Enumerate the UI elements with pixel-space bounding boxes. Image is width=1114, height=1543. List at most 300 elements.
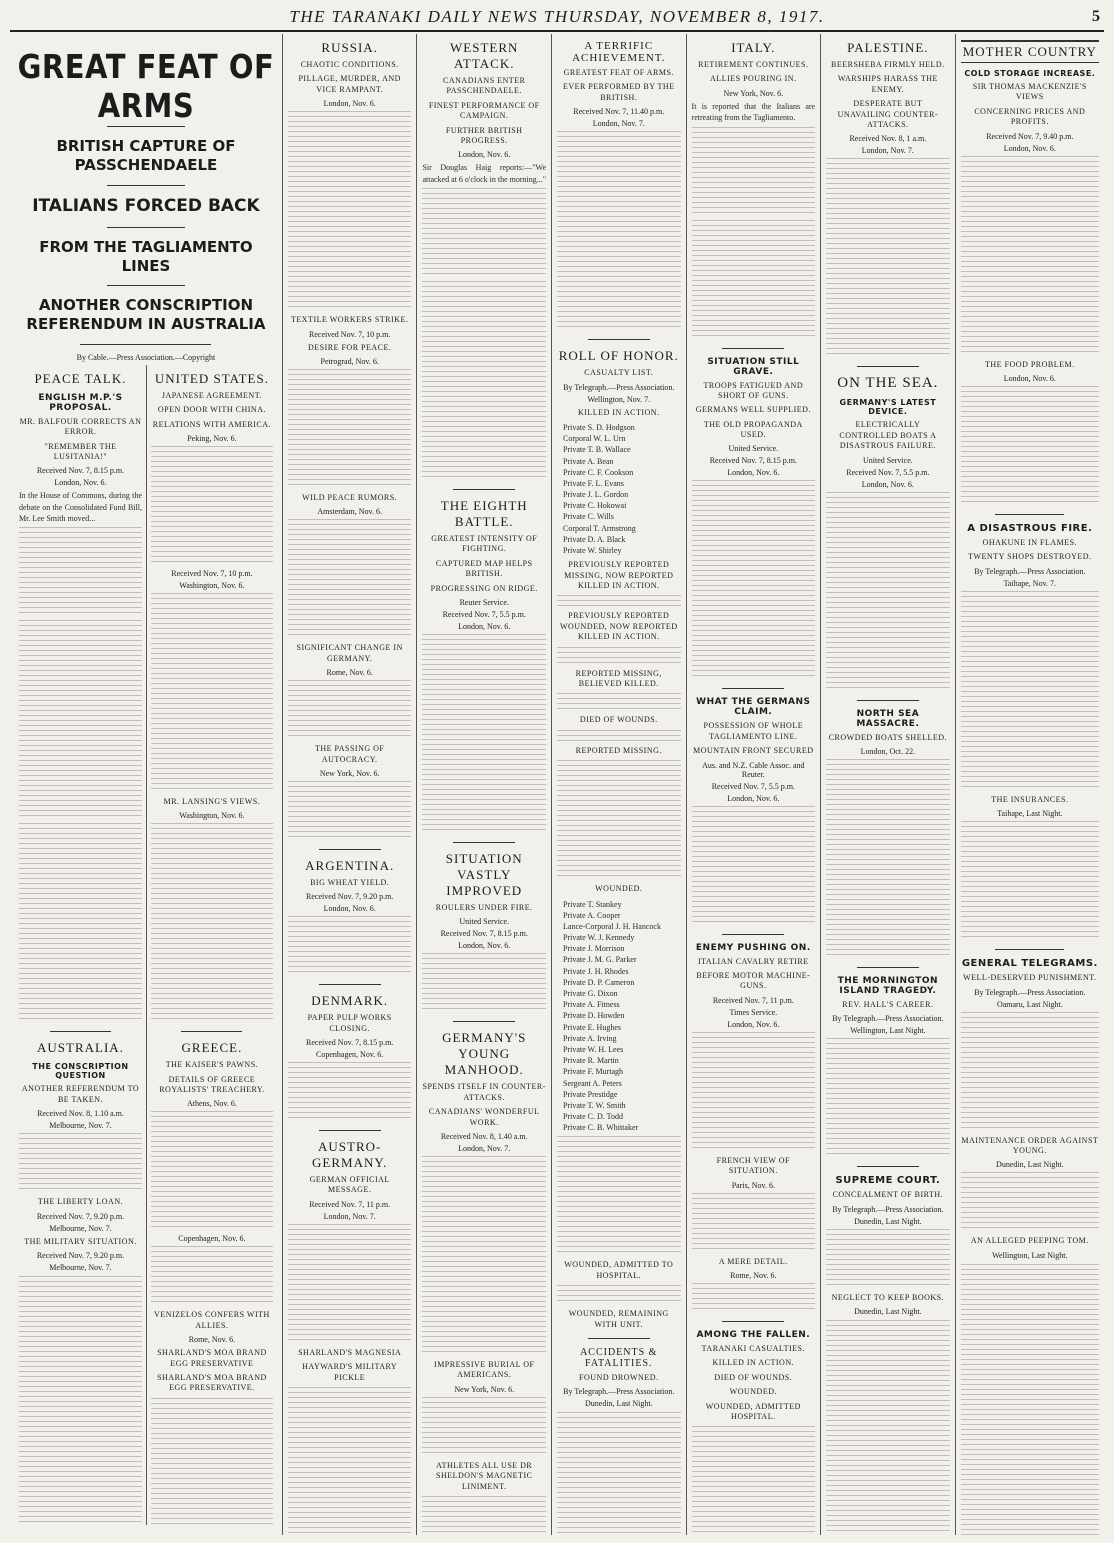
united-states-article [146, 365, 277, 1525]
sea-sub3: United Service. [862, 455, 913, 465]
mornington-body [826, 1038, 950, 1158]
mother-body-1 [961, 156, 1099, 356]
mother-column [956, 34, 1104, 1535]
casualty-name: Sergeant A. Peters [563, 1078, 622, 1088]
australia-received1: Received Nov. 8, 1.10 a.m. [37, 1109, 124, 1119]
western-sub6: CAPTURED MAP HELPS BRITISH. [435, 558, 533, 579]
casualty-name: Private T. W. Smith [563, 1100, 626, 1110]
italy-dateline3: London, Nov. 6. [727, 793, 780, 803]
western-sub5: GREATEST INTENSITY OF FIGHTING. [431, 534, 538, 554]
us-dateline1: Peking, Nov. 6. [187, 433, 237, 443]
casualty-name: Corporal T. Armstrong [563, 523, 636, 533]
casualty-name: Private T. Stankey [563, 899, 622, 909]
roll-wounded-heading: WOUNDED. [595, 884, 643, 894]
western-sub7: PROGRESSING ON RIDGE. [430, 583, 538, 593]
russia-dateline2: Petrograd, Nov. 6. [320, 356, 379, 366]
casualty-name: Corporal W. L. Urn [563, 434, 626, 444]
us-body-3 [151, 823, 273, 1023]
russia-body-4 [288, 680, 412, 740]
greece-body-2 [151, 1246, 273, 1306]
western-column-tail [422, 1496, 546, 1535]
casualty-name: Private D. P. Cameron [563, 977, 635, 987]
greece-dateline1: Athens, Nov. 6. [186, 1099, 237, 1109]
russia-sub1: CHAOTIC CONDITIONS. [300, 60, 399, 69]
terrific-sub2: EVER PERFORMED BY THE BRITISH. [562, 82, 675, 102]
general-body-1 [961, 1012, 1099, 1132]
western-body-5 [422, 1397, 546, 1457]
italy-dateline5: Paris, Nov. 6. [731, 1180, 775, 1190]
fire-sub1: OHAKUNE IN FLAMES. [982, 537, 1078, 547]
us-sub1: JAPANESE AGREEMENT. [161, 390, 263, 400]
sea-sub2: ELECTRICALLY CONTROLLED BOATS A DISASTROUS FAILURE. [839, 420, 937, 451]
italy-sub6: THE OLD PROPAGANDA USED. [703, 419, 803, 440]
court-dateline2: Dunedin, Last Night. [854, 1307, 922, 1317]
austro-dateline: London, Nov. 7. [323, 1211, 376, 1221]
accidents-sub1: FOUND DROWNED. [579, 1373, 659, 1382]
peace-excerpt: In the House of Commons, during the debate on the Consolidated Fund Bill, Mr. Lee Smith moved... [19, 490, 142, 617]
australia-received2: Received Nov. 7, 9.20 p.m. [36, 1211, 125, 1221]
sea-sub1: GERMANY'S LATEST DEVICE. [839, 398, 937, 417]
western-body-4 [422, 1156, 546, 1356]
italy-sub2: ALLIES POURING IN. [710, 74, 797, 84]
palestine-sub1: BEERSHEBA FIRMLY HELD. [831, 60, 945, 69]
casualty-name: Private W. J. Kennedy [563, 933, 635, 943]
casualty-name: Private D. A. Black [563, 534, 626, 544]
us-received: Received Nov. 7, 10 p.m. [171, 568, 253, 578]
ad-liniment: ATHLETES ALL USE DR SHELDON'S MAGNETIC LINIMENT. [436, 1460, 533, 1491]
masthead-title: THE TARANAKI DAILY NEWS THURSDAY, NOVEMBER 8, 1917. [289, 7, 825, 26]
roll-prev2: PREVIOUSLY REPORTED WOUNDED, NOW REPORTED KILLED IN ACTION. [559, 611, 678, 642]
denmark-sub1: PAPER PULP WORKS CLOSING. [307, 1013, 392, 1033]
deck-referendum: ANOTHER CONSCRIPTION REFERENDUM IN AUSTRALIA [26, 296, 266, 333]
australia-title: AUSTRALIA. [37, 1040, 124, 1056]
italy-sub3: SITUATION STILL GRAVE. [707, 356, 800, 377]
roll-died-heading: DIED OF WOUNDS. [579, 715, 658, 725]
sea-dateline: London, Nov. 6. [861, 479, 914, 489]
australia-received3: Received Nov. 7, 9.20 p.m. [36, 1250, 125, 1260]
peace-talk-article [15, 365, 146, 1525]
roll-died-names [557, 730, 681, 742]
roll-wounded-hospital: WOUNDED, ADMITTED TO HOSPITAL. [564, 1260, 674, 1280]
casualty-name: Private S. D. Hodgson [563, 422, 635, 432]
western-dateline4: London, Nov. 7. [458, 1143, 511, 1153]
fire-dateline1: Taihape, Nov. 7. [1003, 578, 1057, 588]
roll-missing-names [557, 760, 681, 880]
casualty-name: Private E. Hughes [563, 1022, 621, 1032]
sea-title: ON THE SEA. [837, 375, 939, 392]
court-body-2 [826, 1320, 950, 1535]
western-sub15: IMPRESSIVE BURIAL OF AMERICANS. [434, 1359, 535, 1380]
columns [10, 34, 1104, 1535]
casualty-name: Private C. Hokowai [563, 501, 627, 511]
western-sub3: FURTHER BRITISH PROGRESS. [445, 125, 523, 145]
italy-body-1 [692, 220, 816, 340]
killed-list [563, 422, 681, 556]
italy-dateline1: New York, Nov. 6. [723, 88, 784, 98]
roll-sub1: CASUALTY LIST. [584, 368, 654, 378]
court-dateline1: Dunedin, Last Night. [854, 1216, 922, 1226]
western-sub13: SPENDS ITSELF IN COUNTER-ATTACKS. [422, 1082, 546, 1102]
court-title: SUPREME COURT. [835, 1175, 941, 1187]
italy-received2: Received Nov. 7, 5.5 p.m. [711, 781, 795, 791]
fire-body-1 [961, 591, 1099, 791]
italy-sub15: Times Service. [729, 1007, 778, 1017]
ad-moa-1: SHARLAND'S MOA BRAND EGG PRESERVATIVE [157, 1348, 267, 1368]
general-dateline3: Wellington, Last Night. [992, 1250, 1068, 1260]
casualty-name: Private C. D. Todd [563, 1112, 623, 1122]
western-title: WESTERN ATTACK. [450, 40, 519, 71]
banner-headline: GREAT FEAT OF ARMS [17, 46, 275, 126]
western-sub1: CANADIANS ENTER PASSCHENDAELE. [443, 76, 526, 96]
western-sub14: CANADIANS' WONDERFUL WORK. [428, 1107, 540, 1127]
accidents-body [557, 1412, 681, 1535]
palestine-body [826, 158, 950, 358]
fire-sub2: TWENTY SHOPS DESTROYED. [968, 552, 1092, 562]
casualty-name: Private G. Dixon [563, 989, 618, 998]
casualty-name: Lance-Corporal J. H. Hancock [563, 921, 661, 931]
russia-sub4: DESIRE FOR PEACE. [307, 342, 392, 352]
casualty-name: Private W. Shirley [563, 546, 622, 556]
fire-dateline2: Taihape, Last Night. [997, 809, 1063, 819]
russia-dateline4: Rome, Nov. 6. [326, 668, 373, 678]
palestine-sub2: WARSHIPS HARASS THE ENEMY. [837, 74, 938, 94]
western-column [417, 34, 552, 1535]
court-sub1: CONCEALMENT OF BIRTH. [832, 1190, 944, 1200]
argentina-dateline: London, Nov. 6. [323, 904, 376, 914]
fire-title: A DISASTROUS FIRE. [967, 522, 1093, 534]
peace-body-lines [19, 620, 142, 820]
greece-dateline3: Rome, Nov. 6. [188, 1335, 236, 1345]
argentina-received: Received Nov. 7, 9.20 p.m. [306, 892, 394, 902]
fallen-killed: KILLED IN ACTION. [712, 1358, 795, 1368]
italy-sub13: ITALIAN CAVALRY RETIRE [697, 956, 809, 966]
italy-title: ITALY. [731, 40, 776, 55]
deck-tagliamento: FROM THE TAGLIAMENTO LINES [39, 237, 253, 275]
greece-body-3 [151, 1398, 273, 1525]
accidents-dateline: Dunedin, Last Night. [585, 1399, 653, 1409]
northsea-title: NORTH SEA MASSACRE. [856, 708, 920, 729]
general-dateline1: Oamaru, Last Night. [996, 999, 1063, 1009]
casualty-name: Private J. Morrison [563, 944, 625, 954]
peace-dateline: London, Nov. 6. [54, 478, 107, 488]
russia-sub6: SIGNIFICANT CHANGE IN GERMANY. [296, 643, 403, 663]
italy-body-2 [692, 480, 816, 680]
italy-body-3 [692, 806, 816, 926]
russia-sub2: PILLAGE, MURDER, AND VICE RAMPANT. [298, 74, 401, 94]
italy-dateline6: Rome, Nov. 6. [730, 1270, 777, 1280]
italy-sub8: WHAT THE GERMANS CLAIM. [696, 697, 811, 718]
casualty-name: Private A. Fitness [563, 1000, 620, 1010]
general-body-2 [961, 1172, 1099, 1232]
roll-prev3: REPORTED MISSING, BELIEVED KILLED. [575, 668, 662, 688]
western-body-1 [422, 281, 546, 481]
ad-moa-2: SHARLAND'S MOA BRAND EGG PRESERVATIVE. [157, 1373, 267, 1393]
casualty-name: Private A. Irving [563, 1033, 617, 1043]
russia-dateline1: London, Nov. 6. [323, 99, 376, 109]
palestine-dateline: London, Nov. 7. [861, 146, 914, 156]
austro-title: AUSTRO-GERMANY. [312, 1139, 388, 1171]
mother-sub1: COLD STORAGE INCREASE. [964, 69, 1096, 78]
peace-body-lines-2 [19, 823, 142, 1023]
italy-sub9: POSSESSION OF WHOLE TAGLIAMENTO LINE. [703, 721, 804, 741]
italy-sub10: MOUNTAIN FRONT SECURED [693, 746, 814, 756]
australia-sub4: THE MILITARY SITUATION. [24, 1236, 137, 1246]
general-sub2: MAINTENANCE ORDER AGAINST YOUNG. [961, 1135, 1099, 1155]
us-title: UNITED STATES. [154, 370, 269, 386]
greece-sub2: DETAILS OF GREECE ROYALISTS' TREACHERY. [159, 1074, 265, 1095]
us-body-2 [151, 593, 273, 793]
western-body-3 [422, 953, 546, 1013]
western-body-2 [422, 634, 546, 834]
roll-prev3-names [557, 693, 681, 711]
austro-body [288, 1224, 412, 1344]
roll-missing-heading: REPORTED MISSING. [575, 745, 662, 755]
russia-column [283, 34, 418, 1535]
western-sub12: GERMANY'S YOUNG MANHOOD. [442, 1030, 527, 1078]
roll-wounded-unit: WOUNDED, REMAINING WITH UNIT. [568, 1309, 669, 1329]
italy-received3: Received Nov. 7, 11 p.m. [712, 995, 794, 1005]
us-sub3: RELATIONS WITH AMERICA. [152, 419, 272, 429]
general-title: GENERAL TELEGRAMS. [961, 958, 1098, 970]
court-body-1 [826, 1229, 950, 1289]
general-dateline2: Dunedin, Last Night. [996, 1160, 1064, 1170]
argentina-body [288, 916, 412, 976]
terrific-body [557, 131, 681, 331]
italy-sub12: ENEMY PUSHING ON. [695, 942, 811, 953]
lead-credit: By Cable.—Press Association.—Copyright [76, 352, 216, 362]
us-dateline2: Washington, Nov. 6. [179, 580, 245, 590]
western-excerpt: Sir Douglas Haig reports:—"We attacked at 6 o'clock in the morning..." [422, 162, 546, 278]
casualty-name: Private C. B. Whittaker [563, 1123, 639, 1133]
western-sub11: United Service. [459, 917, 510, 927]
denmark-body [288, 1062, 412, 1122]
fire-sub3: THE INSURANCES. [991, 794, 1069, 804]
casualty-name: Private D. Howden [563, 1011, 625, 1021]
roll-hospital-names [557, 1285, 681, 1305]
deck-passchendaele: BRITISH CAPTURE OF PASSCHENDAELE [56, 137, 236, 174]
western-received2: Received Nov. 7, 8.15 p.m. [440, 929, 528, 939]
australia-dateline2: Melbourne, Nov. 7. [49, 1223, 112, 1233]
northsea-dateline: London, Oct. 22. [860, 746, 916, 756]
terrific-title: A TERRIFIC ACHIEVEMENT. [572, 40, 666, 64]
us-body-1 [151, 446, 273, 566]
australia-sub3: THE LIBERTY LOAN. [37, 1197, 124, 1207]
greece-title: GREECE. [181, 1040, 243, 1056]
australia-sub1: THE CONSCRIPTION QUESTION [32, 1062, 129, 1081]
western-sub2: FINEST PERFORMANCE OF CAMPAIGN. [428, 100, 540, 121]
ad-pickle: HAYWARD'S MILITARY PICKLE [302, 1362, 398, 1382]
us-sub4: MR. LANSING'S VIEWS. [163, 796, 261, 806]
accidents-title: ACCIDENTS & FATALITIES. [580, 1347, 658, 1369]
casualty-name: Private J. L. Gordon [563, 490, 629, 500]
casualty-name: Private Prestidge [563, 1089, 618, 1099]
lead-subcolumns [15, 365, 277, 1525]
italy-body-4 [692, 1032, 816, 1152]
italy-dateline2: London, Nov. 6. [727, 468, 780, 478]
russia-sub3: TEXTILE WORKERS STRIKE. [291, 315, 409, 325]
us-dateline3: Washington, Nov. 6. [179, 811, 245, 821]
court-credit: By Telegraph.—Press Association. [832, 1204, 944, 1214]
general-sub3: AN ALLEGED PEEPING TOM. [970, 1236, 1089, 1246]
mother-sub4: THE FOOD PROBLEM. [985, 359, 1075, 369]
palestine-sub3: DESPERATE BUT UNAVAILING COUNTER-ATTACKS. [837, 99, 939, 129]
russia-sub5: WILD PEACE RUMORS. [302, 492, 398, 502]
casualty-name: Private F. Murtagh [563, 1067, 624, 1077]
western-sub8: Reuter Service. [459, 598, 509, 608]
russia-body-2 [288, 369, 412, 489]
italy-sub11: Aus. and N.Z. Cable Assoc. and Reuter. [702, 760, 805, 779]
peace-sub2: MR. BALFOUR CORRECTS AN ERROR. [19, 416, 142, 437]
fallen-died: DIED OF WOUNDS. [714, 1372, 793, 1382]
russia-dateline5: New York, Nov. 6. [319, 768, 380, 778]
italy-sub7: United Service. [728, 444, 779, 454]
russia-body-5 [288, 781, 412, 841]
peace-sub1: ENGLISH M.P.'S PROPOSAL. [38, 392, 123, 413]
mother-body-2 [961, 386, 1099, 506]
fallen-hospital: WOUNDED, ADMITTED HOSPITAL. [705, 1401, 801, 1421]
general-credit: By Telegraph.—Press Association. [974, 987, 1086, 997]
roll-prev1-names [557, 595, 681, 607]
sea-body [826, 492, 950, 692]
russia-title: RUSSIA. [321, 40, 378, 55]
mother-title: MOTHER COUNTRY [961, 40, 1099, 63]
peace-sub3: "REMEMBER THE LUSITANIA!" [44, 441, 117, 461]
greece-body-1 [151, 1111, 273, 1231]
italy-sub17: A MERE DETAIL. [718, 1256, 788, 1266]
deck-italians: ITALIANS FORCED BACK [32, 195, 260, 216]
fallen-body [692, 1426, 816, 1535]
mornington-dateline: Wellington, Last Night. [850, 1026, 926, 1036]
italy-dateline4: London, Nov. 6. [727, 1019, 780, 1029]
casualty-name: Private W. H. Lees [563, 1044, 624, 1054]
casualty-name: Private C. F. Cookson [563, 467, 634, 477]
accidents-credit: By Telegraph.—Press Association. [563, 1387, 675, 1397]
italy-sub14: BEFORE MOTOR MACHINE-GUNS. [696, 971, 811, 991]
mornington-credit: By Telegraph.—Press Association. [832, 1014, 944, 1024]
general-sub1: WELL-DESERVED PUNISHMENT. [963, 973, 1097, 983]
page-number: 5 [1092, 8, 1100, 25]
greece-dateline2: Copenhagen, Nov. 6. [178, 1234, 246, 1244]
roll-title: ROLL OF HONOR. [558, 348, 679, 364]
western-dateline3: London, Nov. 6. [458, 941, 511, 951]
ad-magnesia: SHARLAND'S MAGNESIA [298, 1347, 402, 1357]
wounded-list [563, 899, 681, 1134]
fallen-wounded: WOUNDED. [729, 1387, 777, 1397]
western-received: Received Nov. 7, 5.5 p.m. [442, 610, 526, 620]
australia-dateline1: Melbourne, Nov. 7. [49, 1121, 112, 1131]
mornington-title: THE MORNINGTON ISLAND TRAGEDY. [837, 975, 939, 996]
casualty-name: Private R. Martin [563, 1056, 619, 1066]
western-sub4: THE EIGHTH BATTLE. [440, 498, 528, 530]
fire-body-2 [961, 821, 1099, 941]
italy-sub16: FRENCH VIEW OF SITUATION. [716, 1155, 791, 1176]
russia-dateline3: Amsterdam, Nov. 6. [317, 507, 382, 517]
western-received3: Received Nov. 8, 1.40 a.m. [440, 1131, 528, 1141]
casualty-name: Private J. H. Rhodes [563, 966, 629, 976]
palestine-column [821, 34, 956, 1535]
mother-sub2: SIR THOMAS MACKENZIE'S VIEWS [972, 82, 1087, 102]
palestine-received: Received Nov. 8, 1 a.m. [849, 134, 927, 144]
roll-wounded-more [557, 1136, 681, 1256]
argentina-sub1: BIG WHEAT YIELD. [310, 877, 390, 887]
australia-sub2: ANOTHER REFERENDUM TO BE TAKEN. [21, 1084, 140, 1104]
palestine-title: PALESTINE. [847, 40, 929, 55]
casualty-name: Private F. L. Evans [563, 478, 624, 488]
general-body-3 [961, 1264, 1099, 1535]
western-dateline2: London, Nov. 6. [458, 622, 511, 632]
italy-sub4: TROOPS FATIGUED AND SHORT OF GUNS. [703, 380, 804, 400]
australia-body-2 [19, 1276, 142, 1525]
lead-column [10, 34, 283, 1535]
terrific-sub1: GREATEST FEAT OF ARMS. [563, 68, 674, 77]
russia-sub7: THE PASSING OF AUTOCRACY. [314, 744, 385, 764]
russia-column-tail [288, 1387, 412, 1535]
australia-body-1 [19, 1133, 142, 1193]
denmark-received: Received Nov. 7, 8.15 p.m. [306, 1038, 394, 1048]
terrific-received: Received Nov. 7, 11.40 p.m. [573, 107, 665, 117]
western-sub10: ROULERS UNDER FIRE. [435, 903, 533, 913]
mother-dateline1: London, Nov. 6. [1003, 143, 1056, 153]
denmark-dateline: Copenhagen, Nov. 6. [316, 1050, 384, 1060]
roll-prev1: PREVIOUSLY REPORTED MISSING, NOW REPORTED KILLED IN ACTION. [564, 560, 674, 590]
italy-body-5 [692, 1193, 816, 1253]
northsea-sub1: CROWDED BOATS SHELLED. [828, 732, 948, 742]
casualty-name: Private J. M. G. Parker [563, 955, 637, 965]
terrific-dateline: London, Nov. 7. [592, 119, 645, 129]
greece-sub3: VENIZELOS CONFERS WITH ALLIES. [154, 1310, 270, 1330]
roll-killed-heading: KILLED IN ACTION. [577, 407, 660, 417]
northsea-body [826, 759, 950, 959]
italy-body-6 [692, 1283, 816, 1313]
honor-column [552, 34, 687, 1535]
fallen-title: AMONG THE FALLEN. [696, 1329, 811, 1340]
court-sub2: NEGLECT TO KEEP BOOKS. [831, 1292, 945, 1302]
casualty-name: Private T. B. Wallace [563, 445, 631, 455]
italy-received1: Received Nov. 7, 8.15 p.m. [709, 456, 797, 466]
mother-received: Received Nov. 7, 9.40 p.m. [986, 131, 1074, 141]
fallen-sub1: TARANAKI CASUALTIES. [701, 1343, 805, 1353]
sea-received: Received Nov. 7, 5.5 p.m. [846, 467, 930, 477]
western-dateline1: London, Nov. 6. [458, 150, 511, 160]
mother-dateline2: London, Nov. 6. [1003, 373, 1056, 383]
roll-credit: By Telegraph.—Press Association. [563, 382, 675, 392]
peace-title: PEACE TALK. [34, 370, 127, 386]
denmark-title: DENMARK. [311, 993, 389, 1009]
western-dateline5: New York, Nov. 6. [454, 1384, 515, 1394]
australia-dateline3: Melbourne, Nov. 7. [49, 1262, 112, 1272]
russia-received: Received Nov. 7, 10 p.m. [309, 329, 391, 339]
italy-column [687, 34, 822, 1535]
italy-excerpt: It is reported that the Italians are retreating from the Tagliamento. [692, 101, 816, 217]
western-sub9: SITUATION VASTLY IMPROVED [445, 851, 523, 899]
fire-credit: By Telegraph.—Press Association. [974, 566, 1086, 576]
roll-prev2-names [557, 647, 681, 665]
russia-body-1 [288, 111, 412, 311]
casualty-name: Private C. Wills [563, 512, 614, 522]
austro-sub1: GERMAN OFFICIAL MESSAGE. [309, 1175, 390, 1195]
italy-sub1: RETIREMENT CONTINUES. [698, 60, 809, 69]
argentina-title: ARGENTINA. [305, 857, 395, 873]
roll-dateline: Wellington, Nov. 7. [587, 394, 651, 404]
russia-body-3 [288, 519, 412, 639]
masthead [10, 0, 1104, 32]
greece-sub1: THE KAISER'S PAWNS. [165, 1060, 259, 1070]
mornington-sub1: REV. HALL'S CAREER. [842, 999, 934, 1009]
casualty-name: Private A. Cooper [563, 910, 621, 920]
casualty-name: Private A. Bean [563, 456, 614, 466]
austro-received: Received Nov. 7, 11 p.m. [309, 1199, 391, 1209]
mother-sub3: CONCERNING PRICES AND PROFITS. [974, 106, 1086, 127]
